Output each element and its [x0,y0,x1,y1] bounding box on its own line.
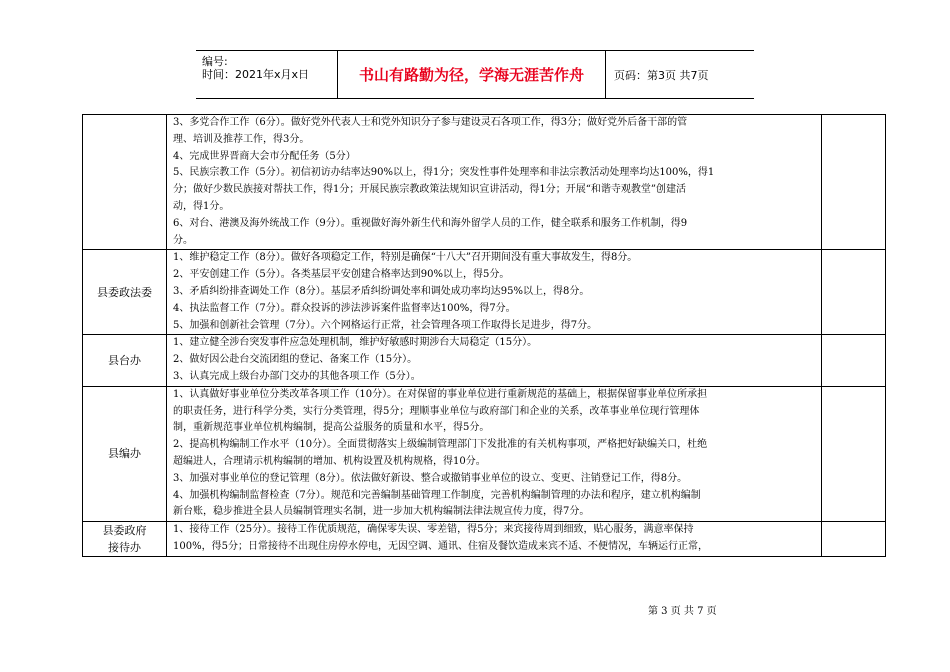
department-cell: 县编办 [83,386,167,521]
table-row [83,386,886,521]
document-time-label: 时间：2021年x月x日 [202,68,310,81]
department-name-part: 县委政府 [102,524,147,538]
criteria-cell [167,335,822,386]
table-row [83,335,886,386]
criteria-line: 1、接待工作（25分）。接待工作优质规范，确保零失误、零差错，得5分；来宾接待周到细致，贴心服务，满意率保持 [173,524,694,536]
criteria-line: 3、矛盾纠纷排查调处工作（8分）。基层矛盾纠纷调处率和调处成功率均达95%以上，得8分。 [173,285,590,297]
criteria-cell [167,250,822,335]
assessment-table [82,114,886,557]
criteria-line: 1、认真做好事业单位分类改革各项工作（10分）。在对保留的事业单位进行重新规范的基础上，根据保留事业单位所承担 [173,388,708,400]
criteria-line: 动，得1分。 [173,200,230,212]
criteria-line: 100%，得5分；日常接待不出现住房停水停电，无因空调、通讯、住宿及餐饮造成来宾不适、不便情况，车辆运行正常， [173,540,708,552]
criteria-line: 4、完成世界晋商大会市分配任务（5分） [173,150,356,162]
criteria-line: 2、平安创建工作（5分）。各类基层平安创建合格率达到90%以上，得5分。 [173,269,510,281]
table-row [83,250,886,335]
score-cell [822,335,886,386]
criteria-line: 制，重新规范事业单位机构编制，提高公益服务的质量和水平，得5分。 [173,422,490,434]
criteria-line: 1、维护稳定工作（8分）。做好各项稳定工作，特别是确保“十八大”召开期间没有重大事故发生，得8分。 [173,252,638,264]
criteria-line: 4、加强机构编制监督检查（7分）。规范和完善编制基础管理工作制度，完善机构编制管理的办法和程序，建立机构编制 [173,489,701,501]
criteria-line: 6、对台、港澳及海外统战工作（9分）。重视做好海外新生代和海外留学人员的工作，健全联系和服务工作机制，得9 [173,217,688,229]
criteria-line: 分。 [173,234,193,246]
criteria-line: 2、提高机构编制工作水平（10分）。全面贯彻落实上级编制管理部门下发批准的有关机构事项，严格把好缺编关口，杜绝 [173,439,708,451]
criteria-cell [167,386,822,521]
criteria-line: 3、多党合作工作（6分）。做好党外代表人士和党外知识分子参与建设灵石各项工作，得3分；做好党外后备干部的管 [173,117,688,128]
header-motto: 书山有路勤为径，学海无涯苦作舟 [338,51,606,98]
criteria-line: 的职责任务，进行科学分类，实行分类管理，得5分；理顺事业单位与政府部门和企业的关系，改革事业单位现行管理体 [173,405,700,417]
score-cell [822,522,886,557]
score-cell [822,250,886,335]
criteria-line: 1、建立健全涉台突发事件应急处理机制，维护好敏感时期涉台大局稳定（15分）。 [173,337,538,349]
department-name-part: 接待办 [108,541,141,555]
department-cell: 县台办 [83,335,167,386]
page-footer: 第 3 页 共 7 页 [648,606,717,617]
department-cell: 县委政法委 [83,250,167,335]
criteria-line: 理、培训及推荐工作，得3分。 [173,133,310,145]
criteria-line: 5、加强和创新社会管理（7分）。六个网格运行正常，社会管理各项工作取得长足进步，得7分。 [173,319,598,331]
table-row [83,522,886,557]
criteria-cell [167,522,822,557]
table-row [83,115,886,250]
criteria-cell [167,115,822,250]
criteria-line: 5、民族宗教工作（5分）。初信初访办结率达90%以上，得1分；突发性事件处理率和非法宗教活动处理率均达100%，得1 [173,167,715,179]
criteria-line: 新台账，稳步推进全县人员编制管理实名制，进一步加大机构编制法律法规宣传力度，得7分。 [173,506,590,518]
document-number-label: 编号: [202,55,228,68]
page-header [196,50,754,99]
header-meta [196,51,338,98]
criteria-line: 超编进人，合理请示机构编制的增加、机构设置及机构规格，得10分。 [173,455,486,467]
criteria-line: 3、加强对事业单位的登记管理（8分）。依法做好新设、整合或撤销事业单位的设立、变更、注销登记工作，得8分。 [173,472,688,484]
department-cell [83,522,167,557]
criteria-line: 3、认真完成上级台办部门交办的其他各项工作（5分）。 [173,370,421,382]
score-cell [822,386,886,521]
criteria-line: 2、做好因公赴台交流团组的登记、备案工作（15分）。 [173,354,418,366]
department-cell [83,115,167,250]
criteria-line: 4、执法监督工作（7分）。群众投诉的涉法涉诉案件监督率达100%，得7分。 [173,302,516,314]
criteria-line: 分；做好少数民族接对帮扶工作，得1分；开展民族宗教政策法规知识宣讲活动，得1分；开展“和谐寺观教堂”创建活 [173,184,686,196]
score-cell [822,115,886,250]
header-page-label: 页码：第3页 共7页 [614,68,709,82]
